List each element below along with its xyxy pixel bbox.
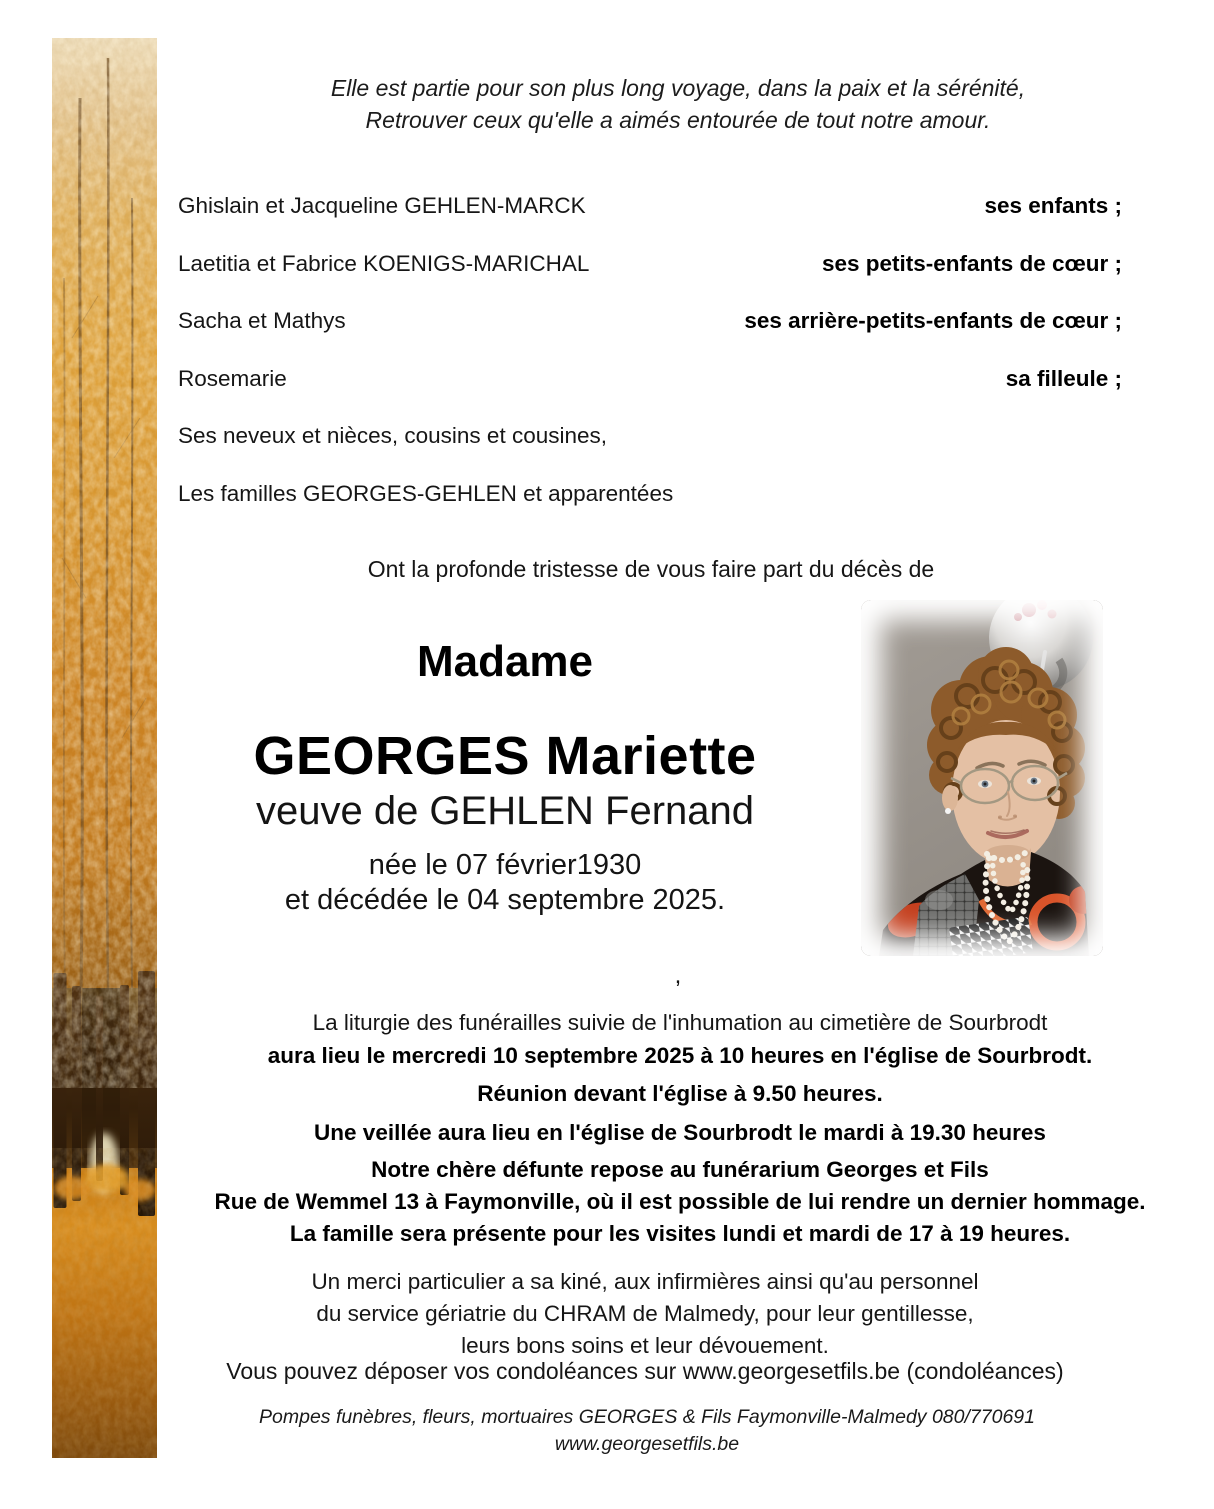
- portrait-graphic: [861, 600, 1103, 956]
- opening-verse: [173, 72, 1183, 136]
- relative-row: [178, 424, 1122, 447]
- relative-names: Laetitia et Fabrice KOENIGS-MARICHAL: [178, 250, 590, 276]
- deceased-block: [180, 638, 830, 918]
- repose-line: Notre chère défunte repose au funérarium Georges et Fils: [371, 1157, 989, 1182]
- relative-row: [178, 309, 1122, 332]
- thanks-line-3: leurs bons soins et leur dévouement.: [461, 1333, 829, 1358]
- relative-names: Les familles GEORGES-GEHLEN et apparentées: [178, 480, 674, 506]
- portrait-photo: [861, 600, 1103, 956]
- relatives-list: [178, 194, 1122, 539]
- separator-comma: ,: [674, 962, 682, 989]
- relative-row: [178, 252, 1122, 275]
- footer: [142, 1404, 1152, 1458]
- address-line: Rue de Wemmel 13 à Faymonville, où il est possible de lui rendre un dernier hommage.: [214, 1189, 1146, 1214]
- thanks-line-1: Un merci particulier a sa kiné, aux infirmières ainsi qu'au personnel: [311, 1269, 979, 1294]
- earring: [945, 808, 951, 814]
- deceased-name: GEORGES Mariette: [253, 726, 757, 786]
- funeral-line: aura lieu le mercredi 10 septembre 2025 à 10 heures en l'église de Sourbrodt.: [267, 1043, 1093, 1068]
- visits-line: La famille sera présente pour les visites lundi et mardi de 17 à 19 heures.: [289, 1221, 1071, 1246]
- relative-relation: ses enfants ;: [984, 193, 1122, 218]
- vigil-line: Une veillée aura lieu en l'église de Sourbrodt le mardi à 19.30 heures: [314, 1120, 1046, 1145]
- relative-relation: sa filleule ;: [1005, 365, 1122, 391]
- relative-row: [178, 194, 1122, 217]
- relative-row: [178, 367, 1122, 390]
- footer-website: www.georgesetfils.be: [554, 1433, 740, 1455]
- deceased-title: Madame: [416, 637, 594, 686]
- opening-line-1: Elle est partie pour son plus long voyage, dans la paix et la sérénité,: [330, 75, 1026, 101]
- relative-names: Rosemarie: [178, 365, 287, 391]
- meeting-line: Réunion devant l'église à 9.50 heures.: [477, 1081, 883, 1106]
- announcement-line: Ont la profonde tristesse de vous faire part du décès de: [367, 556, 935, 582]
- opening-line-2: Retrouver ceux qu'elle a aimés entourée de tout notre amour.: [365, 107, 991, 133]
- footer-funeral-home: Pompes funèbres, fleurs, mortuaires GEORGES & Fils Faymonville-Malmedy 080/770691: [259, 1406, 1035, 1428]
- relative-names: Ghislain et Jacqueline GEHLEN-MARCK: [178, 193, 586, 218]
- autumn-trees-image: [52, 38, 157, 1458]
- liturgy-line: La liturgie des funérailles suivie de l'inhumation au cimetière de Sourbrodt: [312, 1010, 1048, 1035]
- relative-row: [178, 482, 1122, 505]
- deceased-widow-line: veuve de GEHLEN Fernand: [255, 789, 755, 833]
- autumn-path-graphic: [52, 38, 157, 1458]
- repose-paragraph: [175, 1154, 1185, 1250]
- ear: [942, 785, 958, 811]
- relative-names: Ses neveux et nièces, cousins et cousines,: [178, 423, 607, 448]
- relative-names: Sacha et Mathys: [178, 308, 346, 333]
- relative-relation: ses arrière-petits-enfants de cœur ;: [744, 308, 1122, 333]
- liturgy-paragraph: [175, 1006, 1185, 1072]
- deceased-birth-line: née le 07 février1930: [368, 849, 642, 881]
- condolences-line: Vous pouvez déposer vos condoléances sur www.georgesetfils.be (condoléances): [226, 1358, 1064, 1384]
- thanks-paragraph: [140, 1266, 1150, 1362]
- relative-relation: ses petits-enfants de cœur ;: [821, 250, 1122, 276]
- thanks-line-2: du service gériatrie du CHRAM de Malmedy, pour leur gentillesse,: [316, 1301, 974, 1326]
- deceased-death-line: et décédée le 04 septembre 2025.: [284, 884, 726, 916]
